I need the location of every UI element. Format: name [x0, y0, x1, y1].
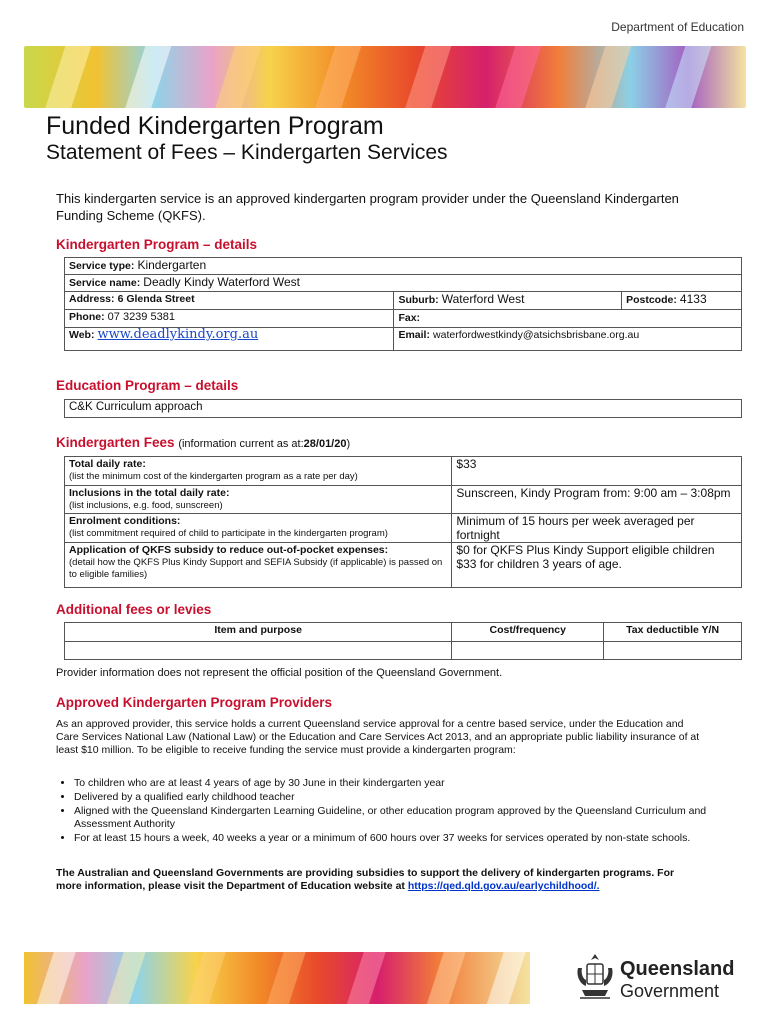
- approved-providers-heading: Approved Kindergarten Program Providers: [56, 695, 333, 710]
- additional-fees-table: [64, 622, 742, 660]
- additional-fee-cost-cell[interactable]: [452, 642, 604, 660]
- postcode-label: Postcode:: [626, 294, 677, 306]
- phone-cell: [65, 310, 394, 328]
- additional-fees-heading: Additional fees or levies: [56, 602, 212, 617]
- header-banner: [24, 46, 746, 108]
- list-item: • Delivered by a qualified early childhood teacher: [74, 791, 734, 804]
- postcode-cell: [622, 292, 742, 310]
- fax-label: Fax:: [398, 312, 421, 324]
- service-name-label: Service name:: [69, 277, 141, 289]
- web-cell: [65, 328, 394, 351]
- col-cost-frequency: Cost/frequency: [452, 623, 604, 642]
- education-details-table: [64, 399, 742, 418]
- fees-heading-text: Kindergarten Fees: [56, 435, 175, 450]
- additional-fee-item-cell[interactable]: [65, 642, 452, 660]
- program-details-heading: Kindergarten Program – details: [56, 237, 258, 252]
- education-approach-value: C&K Curriculum approach: [65, 400, 742, 418]
- service-type-label: Service type:: [69, 260, 135, 272]
- col-tax-deductible: Tax deductible Y/N: [604, 623, 742, 642]
- fee-row: [65, 543, 742, 588]
- suburb-cell: [394, 292, 622, 310]
- col-item-purpose: Item and purpose: [65, 623, 452, 642]
- email-cell: [394, 328, 742, 351]
- fees-heading: [56, 435, 350, 450]
- education-details-heading: Education Program – details: [56, 378, 239, 393]
- fee-row: [65, 514, 742, 543]
- provider-note: Provider information does not represent the official position of the Queensland Government.: [56, 667, 503, 679]
- suburb-label: Suburb:: [398, 294, 439, 306]
- service-type-value: Kindergarten: [137, 258, 207, 272]
- list-item: • To children who are at least 4 years of age by 30 June in their kindergarten year: [74, 777, 734, 790]
- fee-label: Inclusions in the total daily rate:: [69, 487, 230, 499]
- fees-note-suffix: ): [346, 438, 351, 450]
- fee-hint: (detail how the QKFS Plus Kindy Support and SEFIA Subsidy (if applicable) is passed on to eligible families): [69, 557, 443, 580]
- fee-label: Total daily rate:: [69, 458, 146, 470]
- logo-line-1: Queensland: [620, 958, 735, 980]
- postcode-value: 4133: [679, 292, 707, 306]
- program-details-table: [64, 257, 742, 351]
- department-label: Department of Education: [611, 20, 744, 34]
- fee-value-line-1: $0 for QKFS Plus Kindy Support eligible children: [456, 543, 715, 557]
- fee-value: Minimum of 15 hours per week averaged per fortnight: [452, 514, 742, 543]
- fee-row: [65, 486, 742, 514]
- coat-of-arms-icon: [574, 952, 616, 1004]
- email-label: Email:: [398, 329, 430, 341]
- web-label: Web:: [69, 329, 95, 341]
- list-item: • Aligned with the Queensland Kindergarten Learning Guideline, or other education program approved by the Queensland Curriculum and Assessment Authority: [74, 805, 734, 831]
- website-link[interactable]: www.deadlykindy.org.au: [97, 327, 259, 342]
- phone-value: 07 3239 5381: [107, 311, 175, 323]
- fees-table: [64, 456, 742, 588]
- fee-row: [65, 457, 742, 486]
- fee-hint: (list inclusions, e.g. food, sunscreen): [69, 500, 223, 511]
- fees-note-date: 28/01/20: [303, 438, 347, 450]
- fee-label: Application of QKFS subsidy to reduce out-of-pocket expenses:: [69, 544, 389, 556]
- fee-value-line-2: $33 for children 3 years of age.: [456, 557, 622, 571]
- fee-value: Sunscreen, Kindy Program from: 9:00 am – 3:08pm: [452, 486, 742, 514]
- logo-line-2: Government: [620, 981, 720, 1001]
- service-type-row: [65, 258, 742, 275]
- department-website-link[interactable]: https://qed.qld.gov.au/earlychildhood/.: [407, 880, 600, 892]
- page-subtitle: Statement of Fees – Kindergarten Services: [46, 141, 448, 164]
- list-item: • For at least 15 hours a week, 40 weeks a year or a minimum of 600 hours over 37 weeks for services operated by non-state schools.: [74, 832, 734, 845]
- fee-value: $33: [452, 457, 742, 486]
- fee-label: Enrolment conditions:: [69, 515, 181, 527]
- queensland-government-logo: [574, 950, 754, 1008]
- address-label: Address:: [69, 293, 115, 305]
- fees-note-prefix: (information current as at:: [178, 438, 304, 450]
- fee-hint: (list commitment required of child to participate in the kindergarten program): [69, 528, 388, 539]
- intro-text: This kindergarten service is an approved kindergarten program provider under the Queensland Kindergarten Funding Scheme (QKFS).: [56, 191, 679, 223]
- fee-value: [452, 543, 742, 588]
- footer-banner: [24, 952, 530, 1004]
- additional-fee-tax-cell[interactable]: [604, 642, 742, 660]
- service-name-row: [65, 275, 742, 292]
- approved-providers-body: As an approved provider, this service holds a current Queensland service approval for a centre based service, under the Education and Care Services National Law (National Law) or the Education and Care Services Act 2013, and an appropriate public liability insurance of at least $10 million. To be eligible to receive funding the service must provide a kindergarten program:: [56, 718, 700, 756]
- closing-text: The Australian and Queensland Governments are providing subsidies to support the delivery of kindergarten programs. For more information, please visit the Department of Education website at: [56, 867, 675, 892]
- phone-label: Phone:: [69, 311, 105, 323]
- requirements-list: [56, 777, 734, 846]
- email-value: waterfordwestkindy@atsichsbrisbane.org.au: [433, 329, 640, 341]
- page-title: Funded Kindergarten Program: [46, 112, 384, 140]
- fax-cell: [394, 310, 742, 328]
- address-cell: [65, 292, 394, 310]
- fee-hint: (list the minimum cost of the kindergarten program as a rate per day): [69, 471, 358, 482]
- service-name-value: Deadly Kindy Waterford West: [143, 275, 301, 289]
- suburb-value: Waterford West: [441, 292, 525, 306]
- closing-statement: [56, 867, 696, 893]
- address-value: 6 Glenda Street: [117, 293, 195, 305]
